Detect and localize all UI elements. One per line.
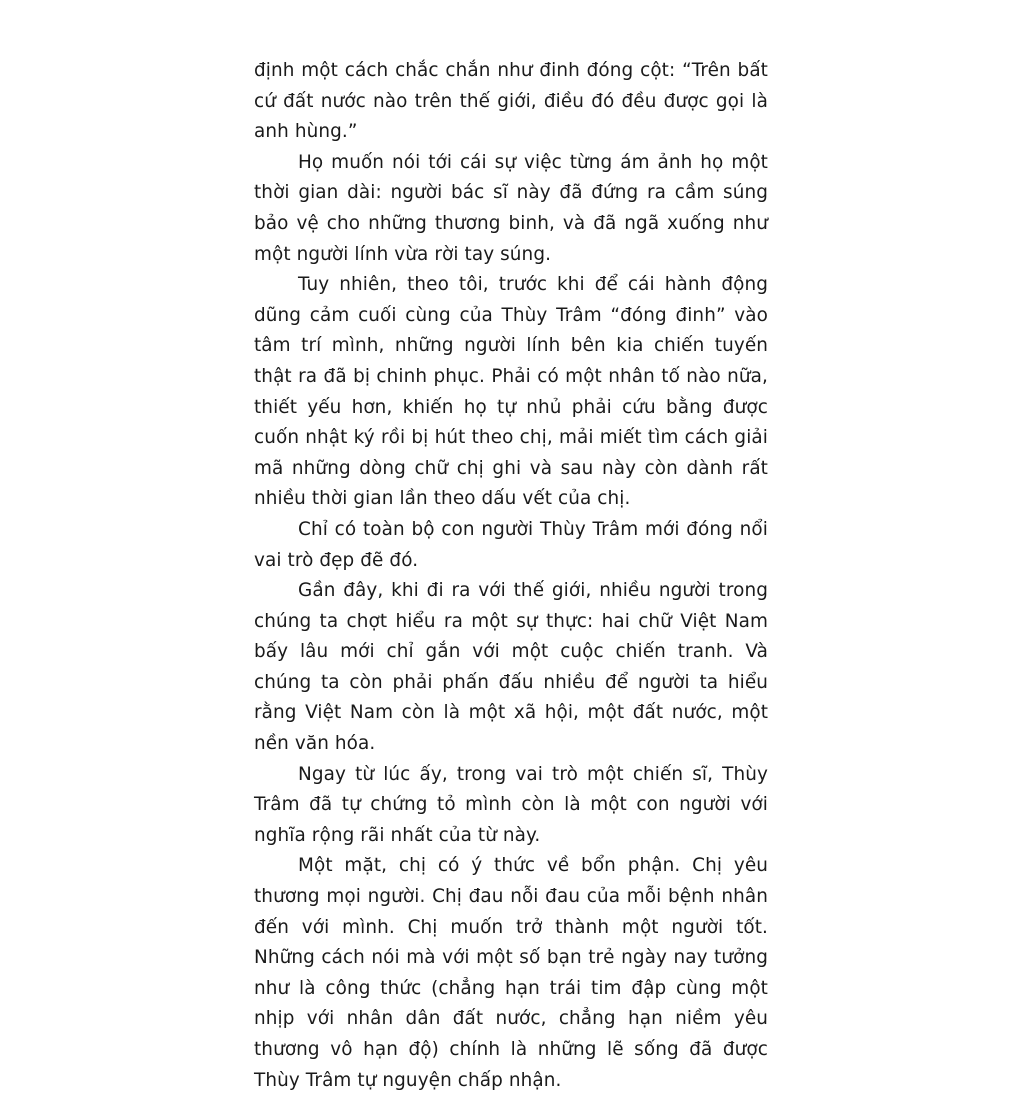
paragraph-1: định một cách chắc chắn như đinh đóng cột: “Trên bất cứ đất nước nào trên thế giới, điều đó đều được gọi là anh hùng.” bbox=[254, 60, 768, 143]
paragraph-3: Tuy nhiên, theo tôi, trước khi để cái hành động dũng cảm cuối cùng của Thùy Trâm “đóng đinh” vào tâm trí mình, những người lính bên kia chiến tuyến thật ra đã bị chinh phục. Phải có một nhân tố nào nữa, thiết yếu hơn, khiến họ tự nhủ phải cứu bằng được cuốn nhật ký rồi bị hút theo chị, mải miết tìm cách giải mã những dòng chữ chị ghi và sau này còn dành rất nhiều thời gian lần theo dấu vết của chị. bbox=[254, 274, 768, 510]
paragraph-7: Một mặt, chị có ý thức về bổn phận. Chị yêu thương mọi người. Chị đau nỗi đau của mỗi bệnh nhân đến với mình. Chị muốn trở thành một người tốt. Những cách nói mà với một số bạn trẻ ngày nay tưởng như là công thức (chẳng hạn trái tim đập cùng một nhịp với nhân dân đất nước, chẳng hạn niềm yêu thương vô hạn độ) chính là những lẽ sống đã được Thùy Trâm tự nguyện chấp nhận. bbox=[254, 855, 768, 1091]
paragraph-5: Gần đây, khi đi ra với thế giới, nhiều người trong chúng ta chợt hiểu ra một sự thực: hai chữ Việt Nam bấy lâu mới chỉ gắn với một cuộc chiến tranh. Và chúng ta còn phải phấn đấu nhiều để người ta hiểu rằng Việt Nam còn là một xã hội, một đất nước, một nền văn hóa. bbox=[254, 580, 768, 755]
body-text bbox=[254, 56, 768, 1096]
paragraph-2: Họ muốn nói tới cái sự việc từng ám ảnh họ một thời gian dài: người bác sĩ này đã đứng ra cầm súng bảo vệ cho những thương binh, và đã ngã xuống như một người lính vừa rời tay súng. bbox=[254, 151, 768, 265]
paragraph-6: Ngay từ lúc ấy, trong vai trò một chiến sĩ, Thùy Trâm đã tự chứng tỏ mình còn là một con người với nghĩa rộng rãi nhất của từ này. bbox=[254, 763, 768, 846]
paragraph-4: Chỉ có toàn bộ con người Thùy Trâm mới đóng nổi vai trò đẹp đẽ đó. bbox=[254, 518, 768, 571]
